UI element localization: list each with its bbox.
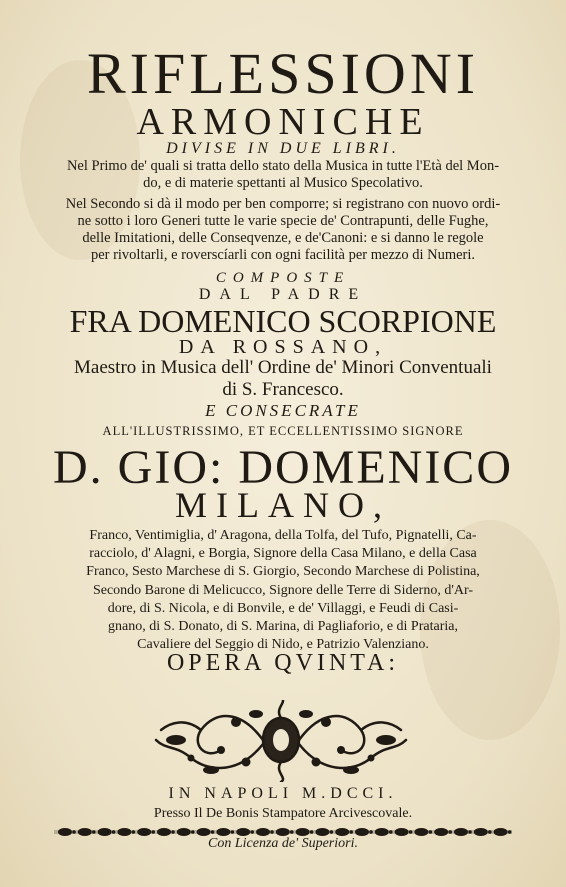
titles-line: Franco, Ventimiglia, d' Aragona, della Tolfa, del Tufo, Pignatelli, Ca-: [89, 528, 477, 543]
description-line: do, e di materie spettanti al Musico Specolativo.: [143, 175, 423, 191]
description-line: per rivoltarli, e roverscíarli con ogni facilità per mezzo di Numeri.: [90, 247, 476, 263]
consecrated-label: E CONSECRATE: [205, 401, 361, 420]
author-name: FRA DOMENICO SCORPIONE: [69, 303, 497, 339]
author-role-line: Maestro in Musica dell' Ordine de' Minori Conventuali: [74, 357, 492, 378]
title-subtitle: DIVISE IN DUE LIBRI.: [166, 140, 400, 157]
by-label: DAL PADRE: [198, 286, 368, 303]
titles-line: dore, di S. Nicola, e di Bonvile, e de' Villaggi, e Feudi di Casi-: [107, 600, 459, 616]
description-part-2: [0, 196, 566, 264]
opus-label: OPERA QVINTA:: [166, 650, 400, 676]
description-part-1: [0, 158, 566, 192]
composed-label: COMPOSTE: [215, 270, 351, 286]
titles-line: Cavaliere del Seggio di Nido, e Patrizio Valenziano.: [137, 637, 429, 653]
author-origin: DA ROSSANO,: [178, 336, 388, 358]
printer: Presso Il De Bonis Stampatore Arcivescovale.: [153, 806, 413, 821]
floral-ornament-icon: [146, 700, 416, 782]
description-line: Nel Primo de' quali si tratta dello stato della Musica in tutte l'Età del Mon-: [66, 158, 500, 174]
titles-line: racciolo, d' Alagni, e Borgia, Signore della Casa Milano, e della Casa: [89, 546, 477, 562]
place-year: IN NAPOLI M.DCCI.: [168, 785, 398, 802]
author-role: [0, 357, 566, 401]
title-line-2: ARMONICHE: [136, 101, 430, 143]
author-role-line: di S. Francesco.: [222, 379, 344, 400]
dedicatee-titles: [0, 527, 566, 654]
title-line-1: RIFLESSIONI: [86, 41, 480, 106]
titles-line: gnano, di S. Donato, di S. Marina, di Pagliaforio, e di Prataria,: [108, 619, 458, 635]
dedication-to: ALL'ILLUSTRISSIMO, ET ECCELLENTISSIMO SIGNORE: [102, 424, 464, 438]
description-line: delle Imitationi, delle Conseqvenze, e de'Canoni: e si danno le regole: [82, 230, 484, 246]
license: Con Licenza de' Superiori.: [208, 836, 358, 851]
description-line: Nel Secondo si dà il modo per ben comporre; si registrano con nuovo ordi-: [65, 196, 501, 212]
dedicatee-name-line-1: D. GIO: DOMENICO: [53, 441, 513, 494]
titles-line: Franco, Sesto Marchese di S. Giorgio, Secondo Marchese di Polistina,: [86, 564, 480, 580]
dedicatee-name-line-2: MILANO,: [175, 485, 391, 525]
titles-line: Secondo Barone di Melicucco, Signore delle Terre di Siderno, d'Ar-: [92, 582, 474, 598]
description-line: ne sotto i loro Generi tutte le varie specie de' Contrapunti, delle Fughe,: [77, 213, 489, 229]
